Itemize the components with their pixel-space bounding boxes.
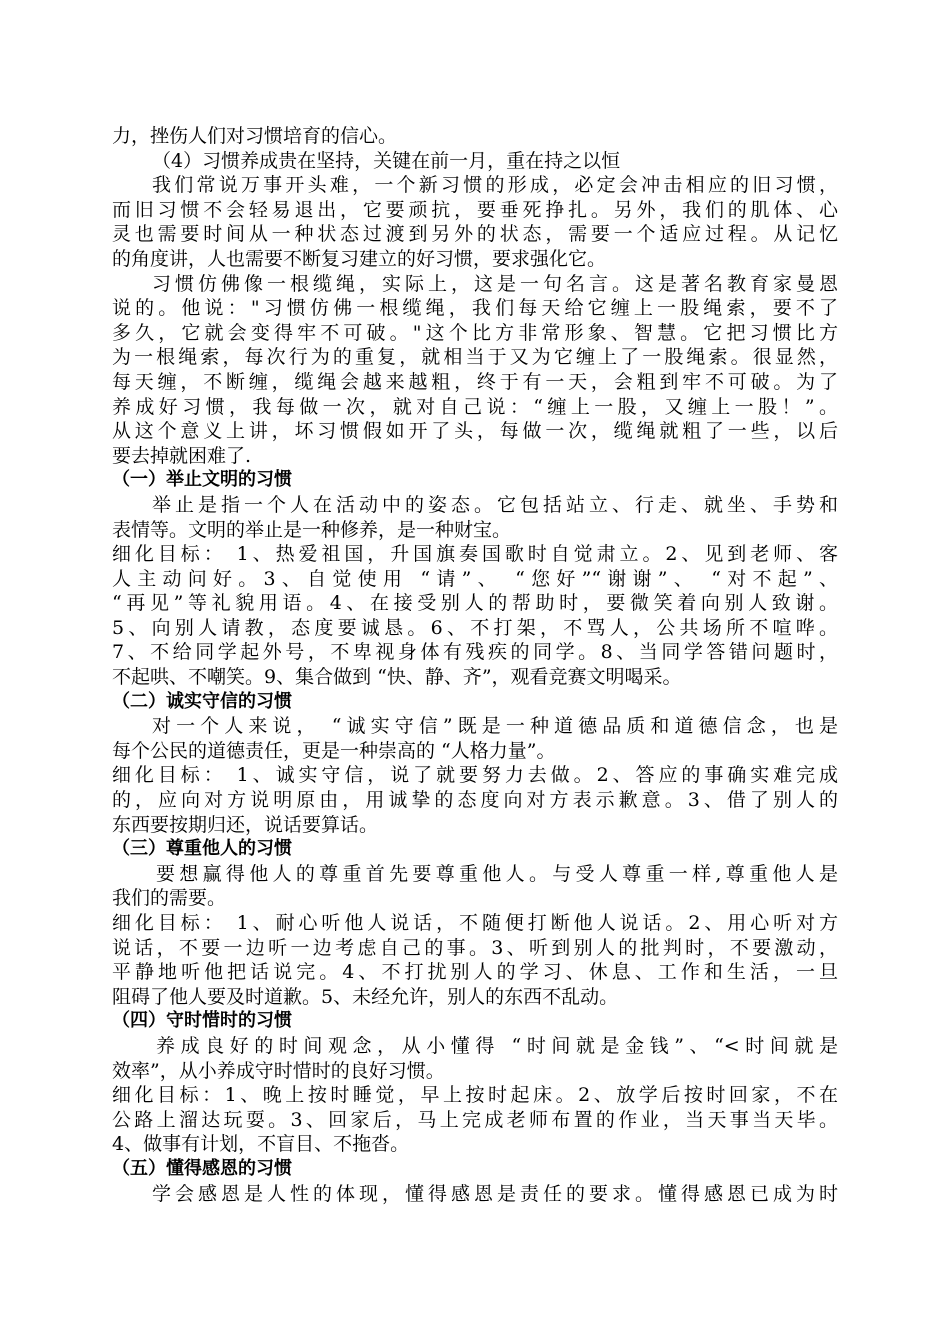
- paragraph-line: 的角度讲，人也需要不断复习建立的好习惯，要求强化它。: [112, 247, 607, 270]
- paragraph-line: 平静地听他把话说完。4、不打扰别人的学习、休息、工作和生活，一旦: [112, 961, 838, 984]
- paragraph-line: 而旧习惯不会轻易退出，它要顽抗，要垂死挣扎。另外，我们的肌体、心: [112, 198, 838, 221]
- section-heading: （一）举止文明的习惯: [112, 469, 292, 491]
- section-heading: （四）守时惜时的习惯: [112, 1010, 292, 1032]
- section-heading: （五）懂得感恩的习惯: [112, 1157, 292, 1179]
- paragraph-line: 人主动问好。3、自觉使用 “请”、 “您好”“谢谢”、 “对不起”、: [112, 567, 838, 590]
- paragraph-line: 要想赢得他人的尊重首先要尊重他人。与受人尊重一样,尊重他人是: [156, 862, 838, 885]
- paragraph-line: 多久，它就会变得牢不可破。"这个比方非常形象、智慧。它把习惯比方: [112, 321, 838, 344]
- paragraph-line: 从这个意义上讲，坏习惯假如开了头，每做一次，缆绳就粗了一些，以后: [112, 420, 838, 443]
- paragraph-line: 为一根绳索，每次行为的重复，就相当于又为它缠上了一股绳索。很显然，: [112, 346, 838, 369]
- paragraph-line: 说的。他说："习惯仿佛一根缆绳，我们每天给它缠上一股绳索，要不了: [112, 297, 838, 320]
- paragraph-line: 阻碍了他人要及时道歉。5、未经允许，别人的东西不乱动。: [112, 985, 619, 1008]
- paragraph-line: 细化目标： 1、诚实守信，说了就要努力去做。2、答应的事确实难完成: [112, 764, 838, 787]
- paragraph-line: 力，挫伤人们对习惯培育的信心。: [112, 125, 398, 147]
- paragraph-line: 习惯仿佛像一根缆绳，实际上，这是一句名言。这是著名教育家曼恩: [152, 272, 838, 295]
- paragraph-line: 我们的需要。: [112, 887, 227, 910]
- paragraph-line: 说话，不要一边听一边考虑自己的事。3、听到别人的批判时，不要激动，: [112, 936, 838, 959]
- paragraph-line: 养成良好的时间观念，从小懂得 “时间就是金钱”、“<时间就是: [156, 1034, 838, 1057]
- document-page: [112, 124, 838, 1206]
- paragraph-line: 对一个人来说， “诚实守信”既是一种道德品质和道德信念，也是: [152, 715, 838, 738]
- paragraph-line: 东西要按期归还，说话要算话。: [112, 813, 379, 836]
- section-heading: （三）尊重他人的习惯: [112, 838, 292, 860]
- paragraph-line: 要去掉就困难了.: [112, 444, 252, 467]
- paragraph-line: 细化目标： 1、耐心听他人说话，不随便打断他人说话。2、用心听对方: [112, 912, 838, 934]
- paragraph-line: 每个公民的道德责任，更是一种崇高的 “人格力量”。: [112, 739, 556, 762]
- paragraph-line: 学会感恩是人性的体现，懂得感恩是责任的要求。懂得感恩已成为时: [152, 1182, 838, 1205]
- paragraph-line: “再见”等礼貌用语。4、在接受别人的帮助时，要微笑着向别人致谢。: [112, 592, 838, 615]
- paragraph-line: 细化目标： 1、热爱祖国，升国旗奏国歌时自觉肃立。2、见到老师、客: [112, 543, 838, 566]
- paragraph-line: 不起哄、不嘲笑。9、集合做到 “快、静、齐”，观看竞赛文明喝采。: [112, 666, 682, 689]
- paragraph-line: 细化目标：1、晚上按时睡觉，早上按时起床。2、放学后按时回家，不在: [112, 1084, 838, 1107]
- section-heading: （二）诚实守信的习惯: [112, 690, 292, 712]
- paragraph-line: 4、做事有计划，不盲目、不拖沓。: [112, 1133, 410, 1156]
- paragraph-line: 养成好习惯，我每做一次，就对自己说：“缠上一股，又缠上一股！”。: [112, 395, 838, 418]
- paragraph-line: 灵也需要时间从一种状态过渡到另外的状态，需要一个适应过程。从记忆: [112, 223, 838, 246]
- paragraph-line: 7、不给同学起外号，不卑视身体有残疾的同学。8、当同学答错问题时，: [112, 641, 838, 664]
- paragraph-line: 5、向别人请教，态度要诚恳。6、不打架，不骂人，公共场所不喧哗。: [112, 616, 838, 639]
- paragraph-line: 举止是指一个人在活动中的姿态。它包括站立、行走、就坐、手势和: [152, 493, 838, 516]
- paragraph-line: 我们常说万事开头难，一个新习惯的形成，必定会冲击相应的旧习惯，: [152, 174, 838, 197]
- paragraph-line: 的，应向对方说明原由，用诚挚的态度向对方表示歉意。3、借了别人的: [112, 789, 838, 812]
- paragraph-line: （4）习惯养成贵在坚持，关键在前一月，重在持之以恒: [152, 149, 621, 172]
- paragraph-line: 效率”，从小养成守时惜时的良好习惯。: [112, 1059, 445, 1082]
- paragraph-line: 表情等。文明的举止是一种修养，是一种财宝。: [112, 518, 512, 541]
- paragraph-line: 公路上溜达玩耍。3、回家后，马上完成老师布置的作业，当天事当天毕。: [112, 1108, 838, 1131]
- paragraph-line: 每天缠，不断缠，缆绳会越来越粗，终于有一天，会粗到牢不可破。为了: [112, 370, 838, 393]
